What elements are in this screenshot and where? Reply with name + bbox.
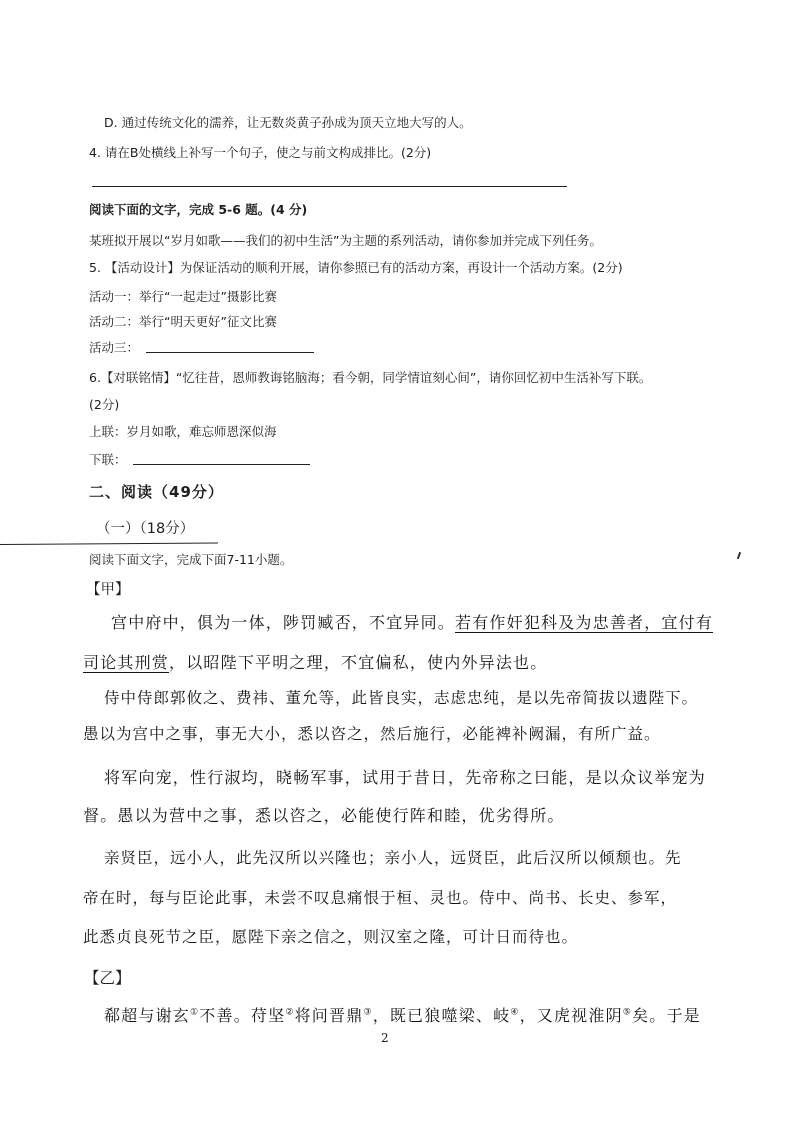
page-number: 2 bbox=[381, 1031, 389, 1045]
footnote-ref-3: ③ bbox=[363, 1007, 373, 1018]
jia-p1-underlined: 若有作奸犯科及为忠善者，宜付有 bbox=[455, 613, 714, 632]
footnote-ref-1: ① bbox=[190, 1007, 200, 1018]
yi-text-3: 将问晋鼎 bbox=[294, 1006, 364, 1025]
yi-paragraph-1-line-1 bbox=[104, 1003, 701, 1026]
answer-line-activity-3[interactable] bbox=[146, 352, 314, 353]
section-2-title: 二、阅读（49分） bbox=[89, 483, 224, 501]
activity-2: 活动二：举行“明天更好”征文比赛 bbox=[89, 314, 277, 329]
jia-paragraph-1-line-2 bbox=[83, 650, 547, 673]
footnote-ref-4: ④ bbox=[510, 1007, 520, 1018]
jia-paragraph-4-line-2: 帝在时，每与臣论此事，未尝不叹息痛恨于桓、灵也。侍中、尚书、长史、参军， bbox=[83, 889, 678, 907]
jia-p1-text-end: ，以昭陛下平明之理，不宜偏私，使内外异法也。 bbox=[169, 653, 548, 672]
question-5: 5. 【活动设计】为保证活动的顺利开展，请你参照已有的活动方案，再设计一个活动方案。(2分) bbox=[89, 260, 623, 275]
yi-text-2: 不善。苻坚 bbox=[199, 1006, 286, 1025]
answer-line-q4[interactable] bbox=[92, 186, 567, 187]
scan-speck bbox=[737, 552, 741, 559]
yi-text-1: 郗超与谢玄 bbox=[104, 1006, 191, 1025]
yi-text-5: ，又虎视淮阴 bbox=[519, 1006, 623, 1025]
jia-p1-underlined-end: 司论其刑赏 bbox=[83, 653, 170, 672]
jia-p1-text: 宫中府中，俱为一体，陟罚臧否，不宜异同。 bbox=[111, 613, 456, 632]
jia-paragraph-4-line-3: 此悉贞良死节之臣，愿陛下亲之信之，则汉室之隆，可计日而待也。 bbox=[83, 928, 579, 946]
option-d: D. 通过传统文化的濡养，让无数炎黄子孙成为顶天立地大写的人。 bbox=[104, 115, 472, 130]
reading-instruction: 阅读下面文字，完成下面7-11小题。 bbox=[89, 552, 293, 567]
jia-paragraph-2-line-2: 愚以为宫中之事，事无大小，悉以咨之，然后施行，必能裨补阙漏，有所广益。 bbox=[83, 725, 661, 743]
activity-1: 活动一：举行“一起走过”摄影比赛 bbox=[89, 289, 277, 304]
scan-stray-line bbox=[0, 542, 218, 545]
passage-yi-label: 【乙】 bbox=[84, 969, 131, 987]
activity-3-label: 活动三： bbox=[89, 340, 140, 355]
question-6: 6.【对联铭情】“忆往昔，恩师教诲铭脑海；看今朝，同学情谊刻心间”，请你回忆初中生活补写下联。 bbox=[89, 370, 652, 385]
jia-paragraph-4-line-1: 亲贤臣，远小人，此先汉所以兴隆也；亲小人，远贤臣，此后汉所以倾颓也。先 bbox=[104, 849, 682, 867]
reading-intro-5-6: 阅读下面的文字，完成 5-6 题。(4 分) bbox=[89, 202, 308, 217]
passage-jia-label: 【甲】 bbox=[86, 582, 130, 598]
couplet-lower-label: 下联： bbox=[89, 452, 127, 467]
footnote-ref-2: ② bbox=[285, 1007, 295, 1018]
question-6-score: (2分) bbox=[89, 397, 120, 412]
jia-paragraph-1-line-1 bbox=[111, 610, 713, 633]
part-1-title: （一）（18分） bbox=[96, 521, 195, 537]
answer-line-couplet[interactable] bbox=[133, 464, 310, 465]
activity-context: 某班拟开展以“岁月如歌——我们的初中生活”为主题的系列活动，请你参加并完成下列任务。 bbox=[89, 233, 602, 248]
jia-paragraph-3-line-2: 督。愚以为营中之事，悉以咨之，必能使行阵和睦，优劣得所。 bbox=[83, 806, 565, 825]
footnote-ref-5: ⑤ bbox=[622, 1007, 633, 1018]
question-4: 4. 请在B处横线上补写一个句子，使之与前文构成排比。(2分) bbox=[89, 145, 432, 160]
jia-paragraph-2-line-1: 侍中侍郎郭攸之、费祎、董允等，此皆良实，志虑忠纯，是以先帝简拔以遗陛下。 bbox=[104, 689, 699, 707]
yi-text-4: ，既已狼噬梁、岐 bbox=[372, 1006, 511, 1025]
yi-text-6: 矣。于是 bbox=[632, 1006, 701, 1025]
jia-paragraph-3-line-1: 将军向宠，性行淑均，晓畅军事，试用于昔日，先帝称之曰能，是以众议举宠为 bbox=[104, 768, 707, 787]
couplet-upper: 上联：岁月如歌，难忘师恩深似海 bbox=[89, 424, 277, 439]
